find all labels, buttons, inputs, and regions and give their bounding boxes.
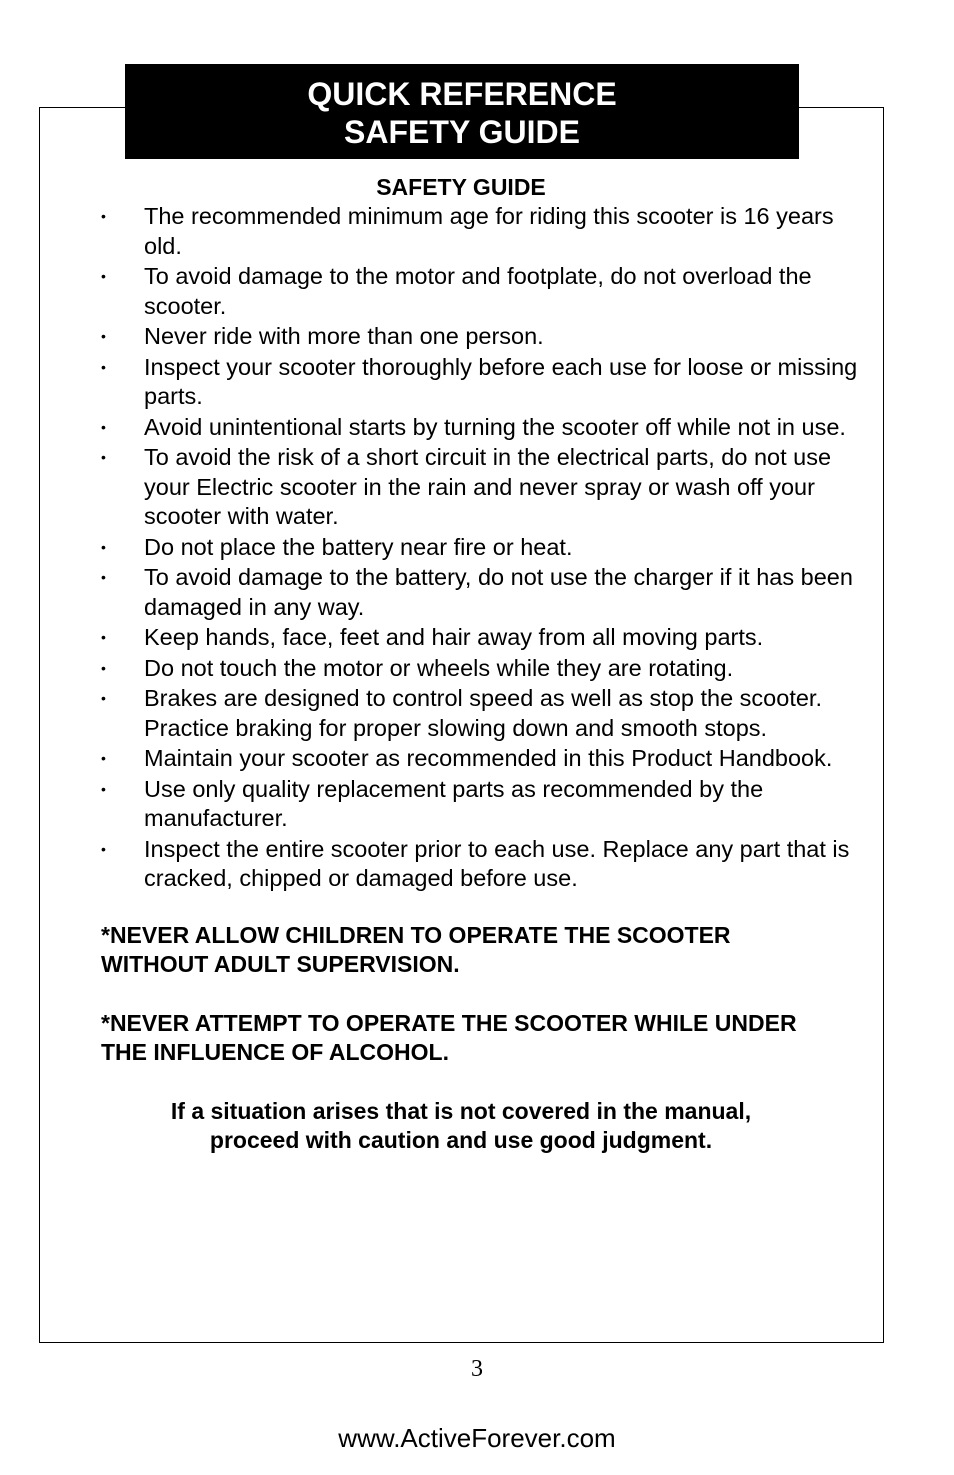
- list-item-text: To avoid the risk of a short circuit in the electrical parts, do not use your Electric scooter in the rain and never spray or wash off your scooter with water.: [144, 444, 832, 529]
- safety-content: [101, 172, 871, 1156]
- website-url: www.ActiveForever.com: [338, 1423, 616, 1453]
- list-item-text: To avoid damage to the battery, do not use the charger if it has been damaged in any way.: [144, 564, 853, 620]
- bullet-icon: •: [101, 418, 106, 435]
- warning-alcohol: *NEVER ATTEMPT TO OPERATE THE SCOOTER WHILE UNDER THE INFLUENCE OF ALCOHOL.: [101, 1009, 797, 1065]
- bullet-icon: •: [101, 358, 106, 375]
- bullet-icon: •: [101, 268, 106, 284]
- title-banner: [125, 64, 799, 159]
- safety-bullet-list: [101, 202, 871, 894]
- bullet-icon: •: [101, 780, 106, 797]
- bullet-icon: •: [101, 328, 106, 344]
- list-item: [101, 684, 871, 743]
- closing-line1: If a situation arises that is not covered in the manual,: [170, 1097, 752, 1124]
- list-item: [101, 413, 871, 443]
- list-item-text: Do not touch the motor or wheels while they are rotating.: [144, 654, 734, 681]
- section-title: SAFETY GUIDE: [376, 174, 546, 200]
- closing-note: [101, 1097, 821, 1156]
- list-item: [101, 744, 871, 774]
- bullet-icon: •: [101, 208, 106, 224]
- list-item: [101, 654, 871, 684]
- closing-line2: proceed with caution and use good judgment.: [209, 1127, 713, 1153]
- list-item-text: Do not place the battery near fire or heat.: [144, 533, 573, 560]
- bullet-icon: •: [101, 750, 106, 766]
- list-item-text: Inspect your scooter thoroughly before each use for loose or missing parts.: [144, 353, 858, 409]
- list-item: [101, 202, 871, 261]
- list-item: [101, 835, 871, 894]
- list-item: [101, 775, 871, 834]
- list-item-text: The recommended minimum age for riding this scooter is 16 years old.: [144, 203, 834, 259]
- list-item-text: Brakes are designed to control speed as well as stop the scooter. Practice braking for proper slowing down and smooth stops.: [144, 685, 822, 741]
- bullet-icon: •: [101, 690, 106, 706]
- list-item-text: Keep hands, face, feet and hair away from all moving parts.: [144, 624, 764, 650]
- list-item-text: Avoid unintentional starts by turning the scooter off while not in use.: [144, 413, 846, 440]
- list-item-text: Inspect the entire scooter prior to each use. Replace any part that is cracked, chipped or damaged before use.: [144, 835, 850, 891]
- list-item-text: Maintain your scooter as recommended in this Product Handbook.: [144, 745, 833, 771]
- bullet-icon: •: [101, 538, 106, 555]
- banner-title-line1: QUICK REFERENCE: [307, 76, 617, 112]
- bullet-icon: •: [101, 629, 106, 645]
- list-item-text: To avoid damage to the motor and footplate, do not overload the scooter.: [144, 263, 812, 319]
- list-item: [101, 322, 871, 352]
- list-item: [101, 443, 871, 532]
- list-item: [101, 353, 871, 412]
- list-item-text: Use only quality replacement parts as recommended by the manufacturer.: [144, 775, 764, 831]
- list-item-text: Never ride with more than one person.: [144, 323, 544, 349]
- list-item: [101, 623, 871, 653]
- list-item: [101, 563, 871, 622]
- bullet-icon: •: [101, 569, 106, 585]
- bullet-icon: •: [101, 840, 106, 857]
- bullet-icon: •: [101, 659, 106, 676]
- warning-children: *NEVER ALLOW CHILDREN TO OPERATE THE SCOOTER WITHOUT ADULT SUPERVISION.: [101, 921, 731, 977]
- list-item: [101, 533, 871, 563]
- banner-title-line2: SAFETY GUIDE: [344, 114, 580, 150]
- bullet-icon: •: [101, 449, 106, 465]
- list-item: [101, 262, 871, 321]
- page-number: 3: [471, 1356, 483, 1382]
